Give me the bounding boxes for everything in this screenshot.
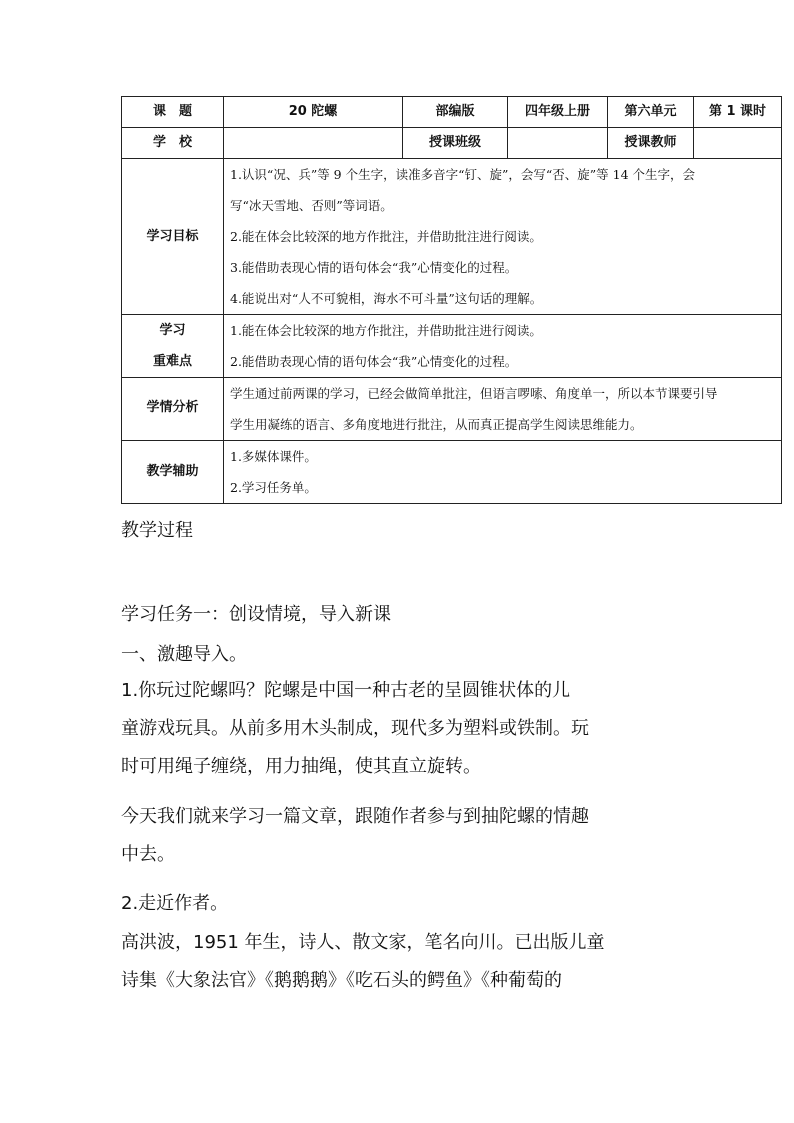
school-label: 学 校 <box>122 128 224 159</box>
keypoints-label <box>122 315 224 378</box>
lesson-title: 20 陀螺 <box>224 97 403 128</box>
paragraph-line: 今天我们就来学习一篇文章，跟随作者参与到抽陀螺的情趣 <box>121 806 589 827</box>
aids-content <box>224 441 782 504</box>
keypoint-line: 2.能借助表现心情的语句体会“我”心情变化的过程。 <box>230 354 518 369</box>
lesson-label: 课 题 <box>122 97 224 128</box>
paragraph-line: 1.你玩过陀螺吗？陀螺是中国一种古老的呈圆锥状体的儿 <box>121 680 571 701</box>
aids-label: 教学辅助 <box>122 441 224 504</box>
analysis-content <box>224 378 782 441</box>
analysis-line: 学生通过前两课的学习，已经会做简单批注，但语言啰嗦、角度单一，所以本节课要引导 <box>230 386 718 401</box>
row-objectives <box>122 159 782 315</box>
unit: 第六单元 <box>608 97 694 128</box>
section1-title: 一、激趣导入。 <box>121 644 247 665</box>
grade: 四年级上册 <box>508 97 608 128</box>
process-title: 教学过程 <box>121 520 193 541</box>
section2-title: 2.走近作者。 <box>121 893 229 914</box>
objectives-label: 学习目标 <box>122 159 224 315</box>
row-aids <box>122 441 782 504</box>
objective-line: 写“冰天雪地、否则”等词语。 <box>230 198 393 213</box>
school-value <box>224 128 403 159</box>
keypoints-label-line1: 学习 <box>159 323 186 338</box>
keypoints-label-line2: 重难点 <box>152 354 192 369</box>
lesson-period: 第 1 课时 <box>694 97 782 128</box>
objective-line: 3.能借助表现心情的语句体会“我”心情变化的过程。 <box>230 260 518 275</box>
keypoints-content <box>224 315 782 378</box>
teacher-value <box>694 128 782 159</box>
lesson-plan-table <box>121 96 782 504</box>
task1-title: 学习任务一：创设情境，导入新课 <box>121 604 391 625</box>
analysis-line: 学生用凝练的语言、多角度地进行批注，从而真正提高学生阅读思维能力。 <box>230 417 643 432</box>
row-lesson <box>122 97 782 128</box>
paragraph-line: 童游戏玩具。从前多用木头制成，现代多为塑料或铁制。玩 <box>121 718 589 739</box>
teacher-label: 授课教师 <box>608 128 694 159</box>
objectives-content <box>224 159 782 315</box>
paragraph-line: 时可用绳子缠绕，用力抽绳，使其直立旋转。 <box>121 756 481 777</box>
objective-line: 1.认识“况、兵”等 9 个生字，读准多音字“钉、旋”，会写“否、旋”等 14 个生字，会 <box>230 167 696 182</box>
keypoint-line: 1.能在体会比较深的地方作批注，并借助批注进行阅读。 <box>230 323 542 338</box>
aid-line: 1.多媒体课件。 <box>230 449 317 464</box>
row-school <box>122 128 782 159</box>
class-label: 授课班级 <box>403 128 508 159</box>
objective-line: 4.能说出对“人不可貌相，海水不可斗量”这句话的理解。 <box>230 291 543 306</box>
row-analysis <box>122 378 782 441</box>
paragraph-line: 高洪波，1951 年生，诗人、散文家，笔名向川。已出版儿童 <box>121 932 605 953</box>
class-value <box>508 128 608 159</box>
row-keypoints <box>122 315 782 378</box>
intro-paragraph <box>121 672 681 786</box>
today-paragraph <box>121 798 681 874</box>
edition: 部编版 <box>403 97 508 128</box>
objective-line: 2.能在体会比较深的地方作批注，并借助批注进行阅读。 <box>230 229 542 244</box>
author-paragraph <box>121 924 681 1000</box>
analysis-label: 学情分析 <box>122 378 224 441</box>
aid-line: 2.学习任务单。 <box>230 480 317 495</box>
paragraph-line: 中去。 <box>121 844 175 865</box>
paragraph-line: 诗集《大象法官》《鹅鹅鹅》《吃石头的鳄鱼》《种葡萄的 <box>121 970 562 991</box>
